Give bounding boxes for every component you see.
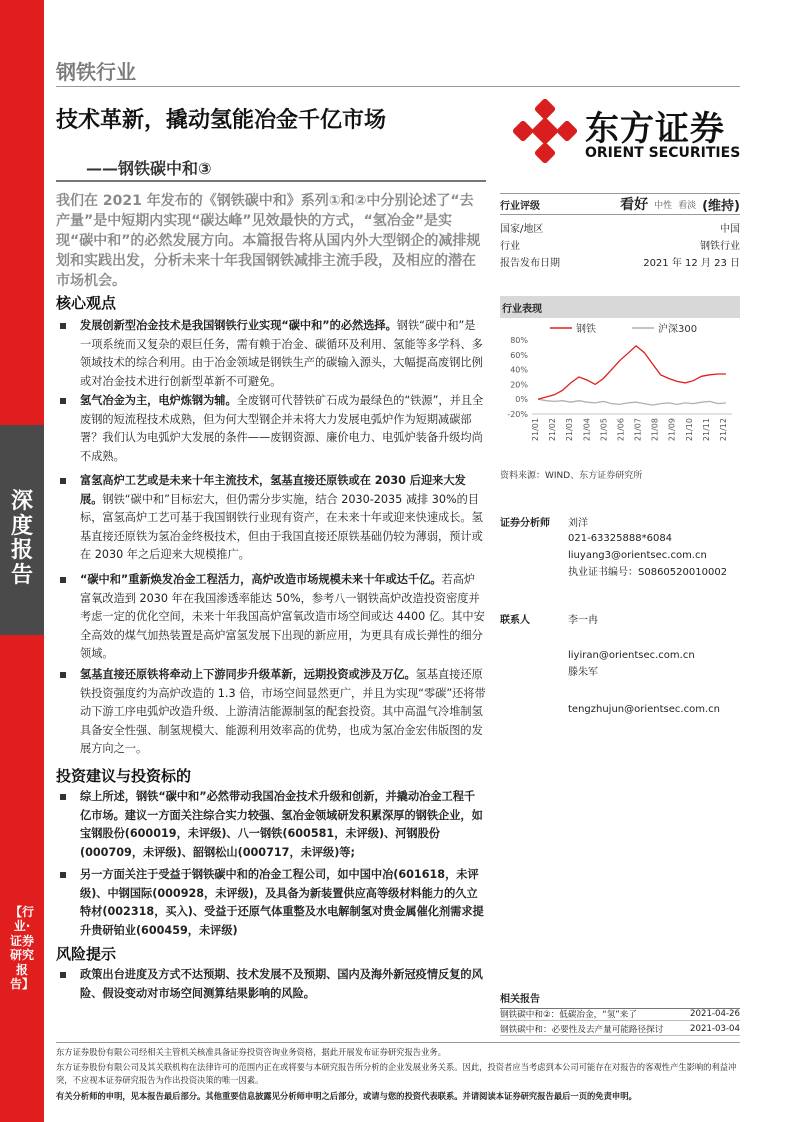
legend-label: 沪深300 bbox=[658, 324, 698, 335]
series-line bbox=[538, 346, 726, 399]
rating-label: 行业评级 bbox=[500, 200, 540, 212]
related-report-item[interactable]: 钢铁碳中和：必要性及去产量可能路径探讨 2021-03-04 bbox=[500, 1023, 740, 1035]
info-row: 国家/地区 中国 bbox=[500, 224, 740, 235]
rating-good: 看好 bbox=[620, 197, 649, 213]
analyst-block bbox=[500, 513, 740, 581]
logo-mark-icon bbox=[513, 99, 577, 163]
x-tick-label: 21/04 bbox=[582, 418, 592, 442]
section-invest-heading: 投资建议与投资标的 bbox=[56, 767, 192, 785]
core-point: 氢气冶金为主，电炉炼钢为辅。全废钢可代替铁矿石成为最绿色的“铁源”，并且全废钢的短流程技术成熟，但为何大型钢企并未将大力发展电弧炉作为短期减碳部署？我们认为电弧炉大发展的条件——废钢资源、廉价电力、电弧炉装备升级均尚不成熟。 bbox=[56, 392, 486, 466]
info-row: 报告发布日期 2021 年 12 月 23 日 bbox=[500, 258, 740, 269]
footer-disclaimer-2: 东方证券股份有限公司及其关联机构在法律许可的范围内正在或将要与本研究报告所分析的企业发展业务关系。因此，投资者应当考虑到本公司可能存在对报告的客观性产生影响的利益冲突，不应视本证券研究报告为作出投资决策的唯一因素。 bbox=[56, 1062, 737, 1085]
analyst-phone: 021-63325888*6084 bbox=[568, 533, 673, 544]
contacts-block bbox=[500, 610, 740, 718]
x-tick-label: 21/11 bbox=[701, 418, 711, 442]
invest-point: 另一方面关注于受益于钢铁碳中和的冶金工程公司，如中国中冶(601618，未评级)、中钢国际(000928，未评级)，及具备为新装置供应高等级材料能力的久立特材(002318，买入)、受益于还原气体重整及水电解制氢对贵金属催化剂需求提升贵研铂业(600459，未评级) bbox=[56, 866, 486, 940]
section-core-heading: 核心观点 bbox=[56, 294, 117, 312]
core-point: 富氢高炉工艺或是未来十年主流技术，氢基直接还原铁或在 2030 后迎来大发展。钢铁“碳中和”目标宏大，但仍需分步实施，结合 2030-2035 减排 30%的目标，富氢高炉工艺可基于我国钢铁行业现有资产，在未来十年或迎来快速成长。氢基直接还原铁为氢冶金终极技术，但由于我国直接还原铁基础仍较为薄弱，预计或在 2030 年之后迎来大规模推广。 bbox=[56, 472, 486, 565]
contact-role: 联系人 bbox=[500, 615, 530, 626]
x-tick-label: 21/09 bbox=[667, 418, 677, 442]
risk-point: 政策出台进度及方式不达预期、技术发展不及预期、国内及海外新冠疫情反复的风险、假设变动对市场空间测算结果影响的风险。 bbox=[56, 966, 486, 1003]
subtitle-divider bbox=[56, 180, 486, 182]
rating-neutral: 中性 bbox=[654, 200, 673, 211]
performance-chart bbox=[500, 318, 740, 466]
report-subtitle: ——钢铁碳中和③ bbox=[86, 159, 212, 178]
info-row: 行业 钢铁行业 bbox=[500, 241, 740, 252]
rating-bad: 看淡 bbox=[678, 200, 697, 211]
report-title: 技术革新，撬动氢能冶金千亿市场 bbox=[56, 108, 387, 133]
analyst-role: 证券分析师 bbox=[500, 518, 550, 529]
contact-name: 滕朱军 bbox=[568, 667, 598, 678]
y-tick-label: 0% bbox=[515, 395, 528, 405]
rating-keep: (维持) bbox=[702, 198, 740, 214]
x-tick-label: 21/06 bbox=[616, 418, 626, 442]
chart-source: 资料来源：WIND、东方证券研究所 bbox=[500, 471, 643, 481]
contact-name: 李一冉 bbox=[568, 615, 598, 626]
analyst-cert: 执业证书编号：S0860520010002 bbox=[568, 567, 728, 578]
industry-name: 钢铁行业 bbox=[56, 60, 136, 84]
analyst-email: liuyang3@orientsec.com.cn bbox=[568, 550, 707, 561]
x-tick-label: 21/01 bbox=[531, 418, 540, 442]
y-tick-label: 40% bbox=[510, 365, 528, 375]
info-table bbox=[500, 219, 740, 270]
footer-disclaimer-1: 东方证券股份有限公司经相关主管机关核准具备证券投资咨询业务资格，据此开展发布证券研究报告业务。 bbox=[56, 1047, 446, 1057]
x-tick-label: 21/12 bbox=[719, 418, 728, 442]
report-category-label: 【行业·证券研究报告】 bbox=[9, 905, 34, 991]
company-logo bbox=[513, 97, 743, 167]
related-report-item[interactable]: 钢铁碳中和②：低碳冶金，“氢”来了 2021-04-26 bbox=[500, 1008, 740, 1020]
x-tick-label: 21/07 bbox=[633, 418, 643, 442]
legend-label: 钢铁 bbox=[576, 324, 596, 335]
series-line bbox=[538, 399, 726, 405]
industry-rating-row bbox=[500, 193, 740, 215]
y-tick-label: -20% bbox=[507, 410, 528, 419]
related-reports-heading: 相关报告 bbox=[500, 990, 740, 1009]
report-summary: 我们在 2021 年发布的《钢铁碳中和》系列①和②中分别论述了“去产量”是中短期内实现“碳达峰”见效最快的方式，“氢冶金”是实现“碳中和”的必然发展方向。本篇报告将从国内外大型钢企的减排规划和实践出发，分析未来十年我国钢铁减排主流手段，及相应的潜在市场机会。 bbox=[56, 193, 481, 289]
logo-english-name: ORIENT SECURITIES bbox=[585, 145, 741, 161]
y-tick-label: 20% bbox=[510, 380, 528, 390]
invest-point: 综上所述，钢铁“碳中和”必然带动我国冶金技术升级和创新，并撬动冶金工程千亿市场。建议一方面关注综合实力较强、氢冶金领域研发积累深厚的钢铁企业，如宝钢股份(600019，未评级)、八一钢铁(600581，未评级)、河钢股份(000709，未评级)、韶钢松山(000717，未评级)等; bbox=[56, 788, 486, 862]
y-tick-label: 80% bbox=[510, 336, 528, 345]
x-tick-label: 21/02 bbox=[548, 418, 558, 442]
report-type-label: 深度报告 bbox=[10, 489, 33, 588]
industry-performance-header: 行业表现 bbox=[500, 296, 740, 318]
section-risk-heading: 风险提示 bbox=[56, 945, 117, 963]
logo-chinese-name: 东方证券 bbox=[585, 109, 725, 149]
contact-email: liyiran@orientsec.com.cn bbox=[568, 650, 695, 661]
footer-disclaimer-3: 有关分析师的申明，见本报告最后部分。其他重要信息披露见分析师申明之后部分，或请与您的投资代表联系。并请阅读本证券研究报告最后一页的免责申明。 bbox=[56, 1091, 637, 1101]
header-divider bbox=[56, 86, 740, 87]
x-tick-label: 21/03 bbox=[565, 418, 575, 442]
x-tick-label: 21/08 bbox=[650, 418, 660, 442]
contact-email: tengzhujun@orientsec.com.cn bbox=[568, 704, 720, 715]
y-tick-label: 60% bbox=[510, 350, 528, 360]
core-point: “碳中和”重新焕发冶金工程活力，高炉改造市场规模未来十年或达千亿。若高炉富氧改造到 2030 年在我国渗透率能达 50%，参考八一钢铁高炉改造投资密度并考虑一定的优化空间，未来十年我国高炉富氧改造市场空间或达 4400 亿。其中安全高效的煤气加热装置是高炉富氢发展下出现的新应用，为更具有成长弹性的细分领域。 bbox=[56, 571, 486, 664]
x-tick-label: 21/05 bbox=[599, 418, 609, 442]
core-point: 氢基直接还原铁将牵动上下游同步升级革新，远期投资或涉及万亿。氢基直接还原铁投资强度约为高炉改造的 1.3 倍，市场空间显然更广，并且为实现“零碳”还将带动下游工序电弧炉改造升级、上游清洁能源制氢的配套投资。其中高温气冷堆制氢具备安全性强、制氢规模大、能源利用效率高的优势，也成为氢冶金宏伟版图的发展方向之一。 bbox=[56, 666, 486, 759]
footer-divider bbox=[56, 1042, 740, 1043]
x-tick-label: 21/10 bbox=[684, 418, 694, 442]
left-sidebar-bar bbox=[0, 0, 44, 1122]
analyst-name: 刘洋 bbox=[568, 518, 588, 529]
core-point: 发展创新型冶金技术是我国钢铁行业实现“碳中和”的必然选择。钢铁“碳中和”是一项系统而又复杂的艰巨任务，需有赖于冶金、碳循环及利用、氢能等多学科、多领域技术的综合利用。由于冶金领域是钢铁生产的碳输入源头，大幅提高废钢比例或对冶金技术进行创新型革新不可避免。 bbox=[56, 317, 486, 391]
